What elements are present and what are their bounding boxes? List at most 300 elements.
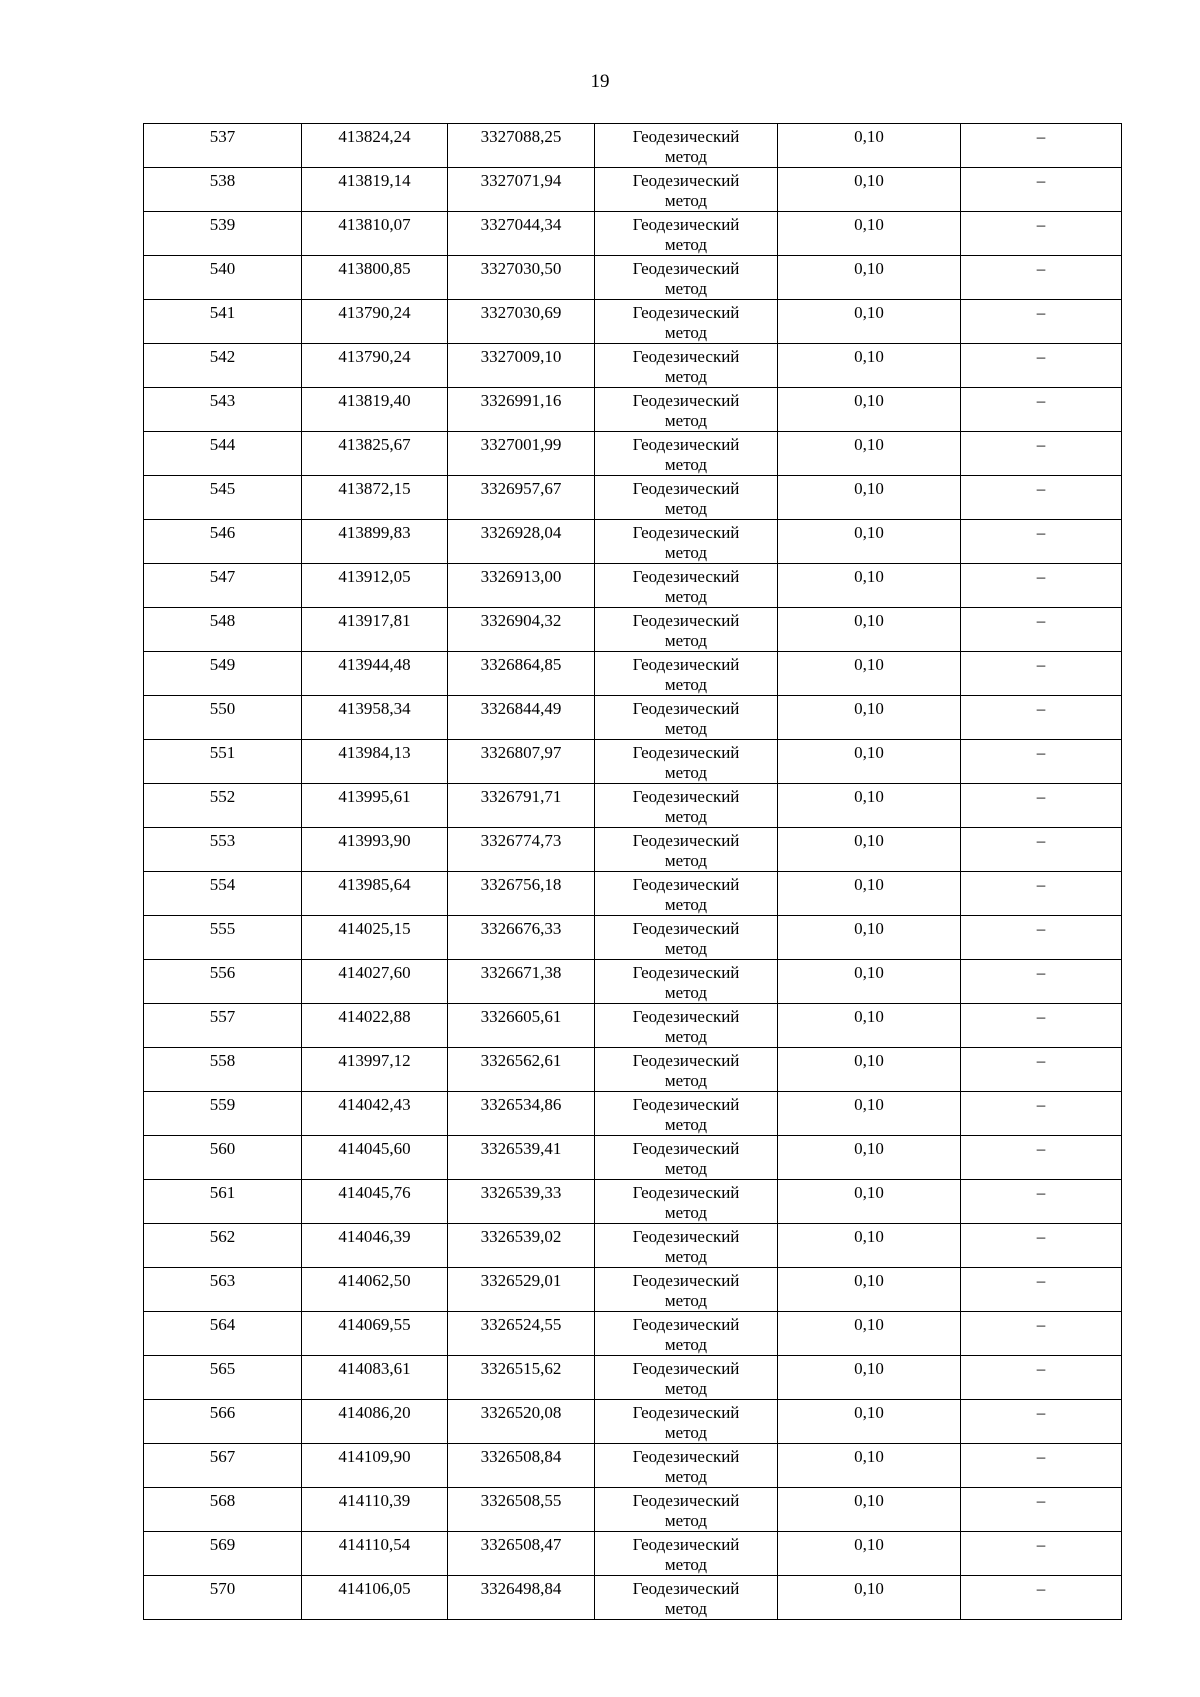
point-number-cell: 553 [144,828,302,872]
method-cell [595,608,778,652]
x-coordinate-cell: 414110,39 [302,1488,448,1532]
x-coordinate-cell: 413824,24 [302,124,448,168]
table-row [144,1224,1122,1268]
x-coordinate-cell: 413917,81 [302,608,448,652]
method-cell [595,828,778,872]
method-cell [595,1136,778,1180]
point-number-cell: 545 [144,476,302,520]
x-coordinate-cell: 414083,61 [302,1356,448,1400]
y-coordinate-cell: 3326508,55 [448,1488,595,1532]
method-text-line: Геодезический [632,875,740,894]
note-cell: – [961,696,1122,740]
point-number-cell: 568 [144,1488,302,1532]
y-coordinate-cell: 3326508,84 [448,1444,595,1488]
x-coordinate-cell: 413790,24 [302,300,448,344]
accuracy-cell: 0,10 [778,1400,961,1444]
point-number-cell: 559 [144,1092,302,1136]
method-text-line: метод [664,499,708,518]
method-cell [595,784,778,828]
method-text-line: метод [664,1291,708,1310]
method-text-line: метод [664,763,708,782]
point-number-cell: 564 [144,1312,302,1356]
note-cell: – [961,1488,1122,1532]
method-text-line: метод [664,983,708,1002]
table-row [144,1268,1122,1312]
x-coordinate-cell: 413819,40 [302,388,448,432]
method-cell [595,256,778,300]
method-cell [595,740,778,784]
y-coordinate-cell: 3326928,04 [448,520,595,564]
method-text-line: Геодезический [632,1095,740,1114]
method-text-line: Геодезический [632,259,740,278]
method-text-line: метод [664,147,708,166]
y-coordinate-cell: 3326498,84 [448,1576,595,1620]
method-text-line: метод [664,543,708,562]
accuracy-cell: 0,10 [778,1048,961,1092]
y-coordinate-cell: 3326539,33 [448,1180,595,1224]
x-coordinate-cell: 414110,54 [302,1532,448,1576]
method-text-line: метод [664,1335,708,1354]
accuracy-cell: 0,10 [778,1136,961,1180]
accuracy-cell: 0,10 [778,960,961,1004]
accuracy-cell: 0,10 [778,916,961,960]
x-coordinate-cell: 413944,48 [302,652,448,696]
y-coordinate-cell: 3327071,94 [448,168,595,212]
table-row [144,388,1122,432]
method-text-line: Геодезический [632,1359,740,1378]
point-number-cell: 565 [144,1356,302,1400]
method-text-line: Геодезический [632,215,740,234]
point-number-cell: 544 [144,432,302,476]
method-text-line: Геодезический [632,743,740,762]
method-text-line: метод [664,895,708,914]
method-text-line: Геодезический [632,347,740,366]
accuracy-cell: 0,10 [778,168,961,212]
y-coordinate-cell: 3326676,33 [448,916,595,960]
y-coordinate-cell: 3327088,25 [448,124,595,168]
y-coordinate-cell: 3326605,61 [448,1004,595,1048]
table-row [144,960,1122,1004]
accuracy-cell: 0,10 [778,1356,961,1400]
y-coordinate-cell: 3327044,34 [448,212,595,256]
table-row [144,520,1122,564]
table-row [144,916,1122,960]
x-coordinate-cell: 413800,85 [302,256,448,300]
method-text-line: метод [664,631,708,650]
method-cell [595,1092,778,1136]
y-coordinate-cell: 3326520,08 [448,1400,595,1444]
y-coordinate-cell: 3326534,86 [448,1092,595,1136]
table-row [144,124,1122,168]
method-text-line: Геодезический [632,655,740,674]
point-number-cell: 560 [144,1136,302,1180]
y-coordinate-cell: 3327001,99 [448,432,595,476]
y-coordinate-cell: 3326515,62 [448,1356,595,1400]
note-cell: – [961,300,1122,344]
point-number-cell: 561 [144,1180,302,1224]
point-number-cell: 556 [144,960,302,1004]
point-number-cell: 555 [144,916,302,960]
note-cell: – [961,608,1122,652]
accuracy-cell: 0,10 [778,1444,961,1488]
note-cell: – [961,1532,1122,1576]
x-coordinate-cell: 413995,61 [302,784,448,828]
note-cell: – [961,1180,1122,1224]
note-cell: – [961,1092,1122,1136]
table-row [144,1312,1122,1356]
accuracy-cell: 0,10 [778,1092,961,1136]
table-row [144,1532,1122,1576]
method-text-line: метод [664,367,708,386]
method-cell [595,1488,778,1532]
x-coordinate-cell: 413993,90 [302,828,448,872]
method-cell [595,1312,778,1356]
accuracy-cell: 0,10 [778,564,961,608]
accuracy-cell: 0,10 [778,212,961,256]
note-cell: – [961,828,1122,872]
accuracy-cell: 0,10 [778,1268,961,1312]
point-number-cell: 542 [144,344,302,388]
method-cell [595,652,778,696]
method-text-line: метод [664,1159,708,1178]
table-row [144,168,1122,212]
method-cell [595,1356,778,1400]
y-coordinate-cell: 3327030,69 [448,300,595,344]
method-text-line: Геодезический [632,611,740,630]
accuracy-cell: 0,10 [778,344,961,388]
point-number-cell: 543 [144,388,302,432]
accuracy-cell: 0,10 [778,608,961,652]
method-text-line: метод [664,191,708,210]
method-text-line: Геодезический [632,1315,740,1334]
accuracy-cell: 0,10 [778,124,961,168]
point-number-cell: 557 [144,1004,302,1048]
method-text-line: Геодезический [632,1051,740,1070]
table-row [144,300,1122,344]
table-row [144,1400,1122,1444]
y-coordinate-cell: 3327009,10 [448,344,595,388]
table-row [144,1092,1122,1136]
accuracy-cell: 0,10 [778,828,961,872]
note-cell: – [961,652,1122,696]
method-cell [595,300,778,344]
y-coordinate-cell: 3326524,55 [448,1312,595,1356]
point-number-cell: 567 [144,1444,302,1488]
x-coordinate-cell: 414109,90 [302,1444,448,1488]
method-cell [595,520,778,564]
method-cell [595,872,778,916]
table-row [144,1444,1122,1488]
note-cell: – [961,1268,1122,1312]
method-text-line: метод [664,1115,708,1134]
table-row [144,1136,1122,1180]
x-coordinate-cell: 414062,50 [302,1268,448,1312]
method-cell [595,476,778,520]
method-cell [595,916,778,960]
method-text-line: Геодезический [632,699,740,718]
method-cell [595,344,778,388]
method-text-line: Геодезический [632,1491,740,1510]
point-number-cell: 546 [144,520,302,564]
accuracy-cell: 0,10 [778,652,961,696]
method-text-line: Геодезический [632,1271,740,1290]
method-text-line: Геодезический [632,391,740,410]
accuracy-cell: 0,10 [778,1180,961,1224]
accuracy-cell: 0,10 [778,388,961,432]
point-number-cell: 538 [144,168,302,212]
note-cell: – [961,388,1122,432]
accuracy-cell: 0,10 [778,1488,961,1532]
method-cell [595,388,778,432]
point-number-cell: 548 [144,608,302,652]
point-number-cell: 550 [144,696,302,740]
note-cell: – [961,1444,1122,1488]
method-cell [595,1400,778,1444]
table-row [144,1356,1122,1400]
x-coordinate-cell: 414086,20 [302,1400,448,1444]
x-coordinate-cell: 413912,05 [302,564,448,608]
point-number-cell: 539 [144,212,302,256]
table-row [144,740,1122,784]
accuracy-cell: 0,10 [778,784,961,828]
y-coordinate-cell: 3326904,32 [448,608,595,652]
table-row [144,1488,1122,1532]
y-coordinate-cell: 3326539,02 [448,1224,595,1268]
method-text-line: метод [664,851,708,870]
y-coordinate-cell: 3326807,97 [448,740,595,784]
x-coordinate-cell: 413790,24 [302,344,448,388]
method-text-line: Геодезический [632,1403,740,1422]
note-cell: – [961,564,1122,608]
x-coordinate-cell: 413985,64 [302,872,448,916]
method-cell [595,1532,778,1576]
method-cell [595,1576,778,1620]
x-coordinate-cell: 414106,05 [302,1576,448,1620]
table-row [144,344,1122,388]
x-coordinate-cell: 413958,34 [302,696,448,740]
method-text-line: метод [664,1555,708,1574]
note-cell: – [961,872,1122,916]
method-cell [595,212,778,256]
method-text-line: метод [664,1423,708,1442]
method-text-line: метод [664,587,708,606]
method-text-line: Геодезический [632,435,740,454]
table-row [144,828,1122,872]
table-row [144,564,1122,608]
y-coordinate-cell: 3326529,01 [448,1268,595,1312]
note-cell: – [961,432,1122,476]
y-coordinate-cell: 3326991,16 [448,388,595,432]
y-coordinate-cell: 3326791,71 [448,784,595,828]
x-coordinate-cell: 414027,60 [302,960,448,1004]
point-number-cell: 570 [144,1576,302,1620]
y-coordinate-cell: 3326508,47 [448,1532,595,1576]
page-number: 19 [590,71,610,92]
method-text-line: метод [664,1511,708,1530]
table-row [144,1180,1122,1224]
y-coordinate-cell: 3326756,18 [448,872,595,916]
x-coordinate-cell: 413825,67 [302,432,448,476]
method-cell [595,960,778,1004]
point-number-cell: 549 [144,652,302,696]
method-text-line: метод [664,675,708,694]
table-row [144,256,1122,300]
note-cell: – [961,784,1122,828]
method-text-line: метод [664,279,708,298]
method-text-line: метод [664,807,708,826]
method-text-line: метод [664,1247,708,1266]
table-row [144,212,1122,256]
point-number-cell: 541 [144,300,302,344]
y-coordinate-cell: 3326864,85 [448,652,595,696]
method-text-line: метод [664,939,708,958]
method-text-line: Геодезический [632,479,740,498]
table-row [144,476,1122,520]
method-text-line: Геодезический [632,787,740,806]
method-cell [595,564,778,608]
method-text-line: метод [664,1379,708,1398]
y-coordinate-cell: 3326774,73 [448,828,595,872]
method-text-line: метод [664,719,708,738]
table-row [144,696,1122,740]
y-coordinate-cell: 3326539,41 [448,1136,595,1180]
method-cell [595,1444,778,1488]
method-cell [595,432,778,476]
y-coordinate-cell: 3327030,50 [448,256,595,300]
method-cell [595,124,778,168]
method-text-line: Геодезический [632,1007,740,1026]
accuracy-cell: 0,10 [778,432,961,476]
method-text-line: Геодезический [632,523,740,542]
point-number-cell: 569 [144,1532,302,1576]
method-text-line: Геодезический [632,963,740,982]
method-text-line: Геодезический [632,127,740,146]
method-text-line: метод [664,323,708,342]
method-text-line: Геодезический [632,1139,740,1158]
note-cell: – [961,1136,1122,1180]
note-cell: – [961,124,1122,168]
note-cell: – [961,1400,1122,1444]
method-text-line: Геодезический [632,1535,740,1554]
method-cell [595,1224,778,1268]
point-number-cell: 540 [144,256,302,300]
note-cell: – [961,960,1122,1004]
note-cell: – [961,740,1122,784]
accuracy-cell: 0,10 [778,520,961,564]
note-cell: – [961,344,1122,388]
note-cell: – [961,1224,1122,1268]
method-text-line: метод [664,411,708,430]
accuracy-cell: 0,10 [778,696,961,740]
note-cell: – [961,1312,1122,1356]
x-coordinate-cell: 413810,07 [302,212,448,256]
note-cell: – [961,1356,1122,1400]
accuracy-cell: 0,10 [778,1004,961,1048]
method-text-line: метод [664,455,708,474]
point-number-cell: 562 [144,1224,302,1268]
accuracy-cell: 0,10 [778,476,961,520]
table-row [144,432,1122,476]
method-text-line: метод [664,235,708,254]
note-cell: – [961,256,1122,300]
x-coordinate-cell: 414046,39 [302,1224,448,1268]
point-number-cell: 563 [144,1268,302,1312]
method-text-line: метод [664,1027,708,1046]
accuracy-cell: 0,10 [778,256,961,300]
method-text-line: Геодезический [632,1227,740,1246]
method-cell [595,1180,778,1224]
note-cell: – [961,212,1122,256]
point-number-cell: 552 [144,784,302,828]
method-text-line: Геодезический [632,171,740,190]
x-coordinate-cell: 414042,43 [302,1092,448,1136]
x-coordinate-cell: 414022,88 [302,1004,448,1048]
x-coordinate-cell: 413984,13 [302,740,448,784]
y-coordinate-cell: 3326562,61 [448,1048,595,1092]
method-text-line: метод [664,1599,708,1618]
method-text-line: Геодезический [632,567,740,586]
table-row [144,1048,1122,1092]
point-number-cell: 554 [144,872,302,916]
method-cell [595,696,778,740]
note-cell: – [961,476,1122,520]
x-coordinate-cell: 413819,14 [302,168,448,212]
x-coordinate-cell: 414045,76 [302,1180,448,1224]
table-row [144,872,1122,916]
point-number-cell: 558 [144,1048,302,1092]
accuracy-cell: 0,10 [778,1532,961,1576]
note-cell: – [961,1048,1122,1092]
table-row [144,1576,1122,1620]
note-cell: – [961,916,1122,960]
method-text-line: Геодезический [632,831,740,850]
x-coordinate-cell: 413899,83 [302,520,448,564]
accuracy-cell: 0,10 [778,300,961,344]
method-text-line: Геодезический [632,1183,740,1202]
method-cell [595,1268,778,1312]
method-text-line: Геодезический [632,303,740,322]
method-text-line: метод [664,1203,708,1222]
accuracy-cell: 0,10 [778,1312,961,1356]
note-cell: – [961,1576,1122,1620]
method-text-line: метод [664,1467,708,1486]
x-coordinate-cell: 414069,55 [302,1312,448,1356]
point-number-cell: 547 [144,564,302,608]
table-row [144,652,1122,696]
coordinates-table-body [144,124,1122,1620]
table-row [144,784,1122,828]
y-coordinate-cell: 3326957,67 [448,476,595,520]
point-number-cell: 537 [144,124,302,168]
accuracy-cell: 0,10 [778,740,961,784]
table-row [144,1004,1122,1048]
coordinates-table [143,123,1122,1620]
x-coordinate-cell: 414025,15 [302,916,448,960]
x-coordinate-cell: 413872,15 [302,476,448,520]
x-coordinate-cell: 413997,12 [302,1048,448,1092]
method-text-line: Геодезический [632,1447,740,1466]
note-cell: – [961,520,1122,564]
note-cell: – [961,168,1122,212]
y-coordinate-cell: 3326671,38 [448,960,595,1004]
note-cell: – [961,1004,1122,1048]
accuracy-cell: 0,10 [778,1576,961,1620]
method-cell [595,1004,778,1048]
method-cell [595,1048,778,1092]
accuracy-cell: 0,10 [778,872,961,916]
method-cell [595,168,778,212]
point-number-cell: 551 [144,740,302,784]
